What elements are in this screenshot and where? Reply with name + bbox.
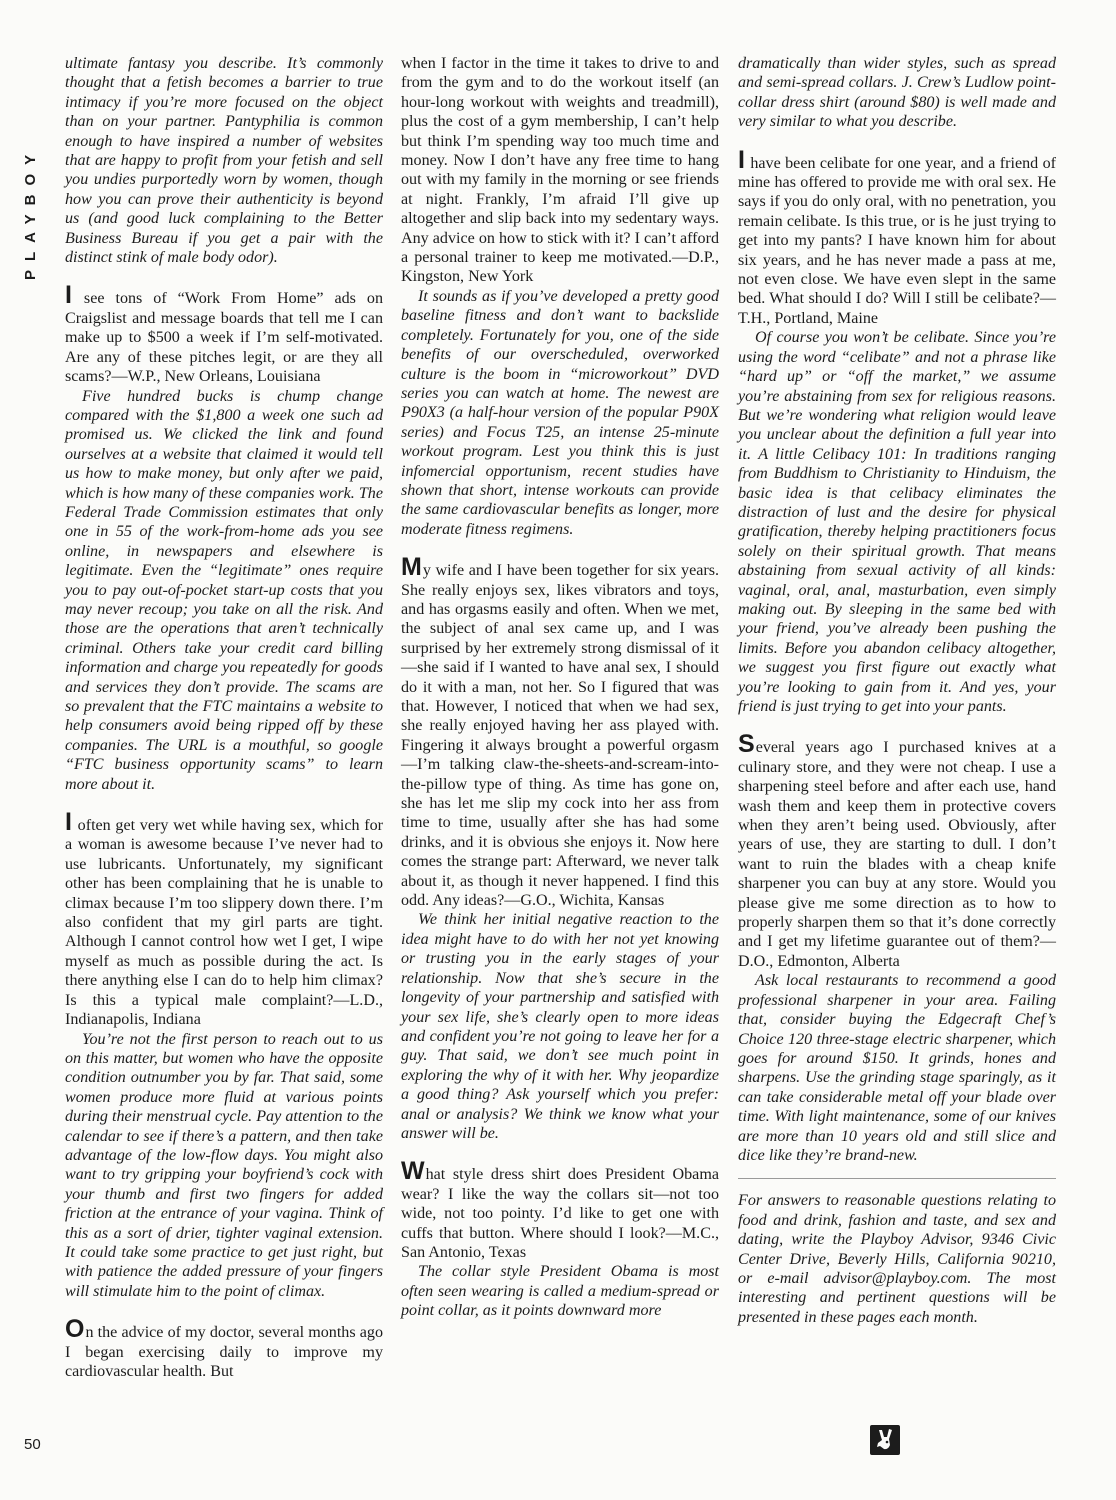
drop-cap: M bbox=[401, 553, 422, 582]
drop-cap: I bbox=[65, 808, 72, 837]
column-2 bbox=[401, 54, 719, 1321]
column-3 bbox=[738, 54, 1056, 1327]
answer-text: We think her initial negative reaction to the idea might have to do with her not yet knowing or trusting you in the early stages of your relationship. Now that she’s secure in the longevity of your partnership and satisfied with your sex life, she’s clearly open to more ideas and confident you’re not going to leave her for a guy. That said, we don’t see much point in exploring the why of it with her. Why jeopardize a good thing? Ask yourself which you prefer: anal or analysis? We think we know what your answer will be. bbox=[401, 911, 719, 1142]
question bbox=[65, 808, 383, 1029]
column-1 bbox=[65, 54, 383, 1381]
question-text: often get very wet while having sex, which for a woman is awesome because I’ve never had to use lubricants. Unfortunately, my significant other has been complaining that he is unable to climax because I’m too slippery down there. I’m also confident that my girl parts are tight. Although I cannot control how wet I get, I wipe myself as much as possible during the act. Is there anything else I can do to help him climax? Is this a typical male complaint?—L.D., Indianapolis, Indiana bbox=[65, 817, 383, 1029]
rabbit-head-logo-icon-shape bbox=[870, 1425, 900, 1455]
question bbox=[738, 145, 1056, 329]
question-text: y wife and I have been together for six years. She really enjoys sex, likes vibrators and toys, and has orgasms easily and often. When we met, the subject of anal sex came up, and I was surprised by her extremely strong dismissal of it—she said if I wanted to have anal sex, I should do it with a man, not her. So I figured that was that. However, I noticed that when we had sex, she really enjoyed having her ass played with. Fingering it always brought a powerful orgasm—I’m talking claw-the-sheets-and-scream-into-the-pillow type of thing. As time has gone on, she has let me slip my cock into her ass from time to time, usually after she has had some drinks, and it is obvious she enjoys it. Now here comes the strange part: Afterward, we never talk about it, as though it never happened. I find this odd. Any ideas?—G.O., Wichita, Kansas bbox=[401, 562, 719, 910]
answer-text: You’re not the first person to reach out to us on this matter, but women who have the opposite condition outnumber you by far. That said, some women produce more fluid at various points during their menstrual cycle. Pay attention to the calendar to see if there’s a pattern, and then take advantage of the low-flow days. You might also want to try gripping your boyfriend’s cock with your thumb and first two fingers for added friction at the entrance of your vagina. Think of this as a sort of drier, tighter vaginal extension. It could take some practice to get just right, but with patience the added pressure of your fingers will stimulate him to the point of climax. bbox=[65, 1030, 383, 1300]
answer-text: ultimate fantasy you describe. It’s commonly thought that a fetish becomes a barrier to true intimacy if you’re more focused on the object than on your partner. Pantyphilia is common enough to have inspired a number of websites that are happy to profit from your fetish and sell you undies purportedly worn by women, though how you can prove their authenticity is beyond us (and good luck complaining to the Better Business Bureau if you get a pair with the distinct stink of male body odor). bbox=[65, 55, 383, 267]
question bbox=[65, 1315, 383, 1381]
question-text: have been celibate for one year, and a friend of mine has offered to provide me with oral sex. He says if you do only oral, with no penetration, you remain celibate. Is this true, or is he just trying to get into my pants? I have known him for about six years, and he has never made a pass at me, not even close. We have even slept in the same bed. What should I do? Will I still be celibate?—T.H., Portland, Maine bbox=[738, 154, 1056, 327]
drop-cap: S bbox=[738, 730, 755, 759]
rabbit-head-logo-icon bbox=[870, 1425, 900, 1455]
question bbox=[738, 730, 1056, 971]
question-text: hat style dress shirt does President Obama wear? I like the way the collars sit—not too wide, not too pointy. I’d like to get one with cuffs that button. Where should I look?—M.C., San Antonio, Texas bbox=[401, 1166, 719, 1261]
drop-cap: I bbox=[65, 281, 72, 310]
spine-title-text: PLAYBOY bbox=[22, 145, 39, 280]
answer-text: The collar style President Obama is most often seen wearing is called a medium-spread or point collar, as it points downward more bbox=[401, 1263, 719, 1320]
drop-cap: W bbox=[401, 1157, 425, 1186]
answer-text: dramatically than wider styles, such as spread and semi-spread collars. J. Crew’s Ludlow point-collar dress shirt (around $80) is well made and very similar to what you describe. bbox=[738, 55, 1056, 131]
question bbox=[65, 281, 383, 386]
question bbox=[401, 553, 719, 910]
spine-title bbox=[22, 48, 44, 278]
footer-note: For answers to reasonable questions relating to food and drink, fashion and taste, and sex and dating, write the Playboy Advisor, 9346 Civic Center Drive, Beverly Hills, California 90210, or e-mail advisor@playboy.com. The most interesting and pertinent questions will be presented in these pages each month. bbox=[738, 1192, 1056, 1326]
page-number: 50 bbox=[24, 1436, 41, 1453]
question bbox=[401, 1157, 719, 1262]
answer-text: Five hundred bucks is chump change compared with the $1,800 a week one such ad promised us. We clicked the link and found ourselves at a website that claimed it would tell us how to make money, but only after we paid, which is how many of these companies work. The Federal Trade Commission estimates that only one in 55 of the work-from-home ads you see online, in newspapers and elsewhere is legitimate. Even the “legitimate” ones require you to pay out-of-pocket start-up costs that you may never recoup; you take on all the risk. And those are the operations that aren’t technically criminal. Others take your credit card billing information and charge you repeatedly for goods and services they don’t provide. The scams are so prevalent that the FTC maintains a website to help consumers avoid being ripped off by these companies. The URL is a mouthful, so google “FTC business opportunity scams” to learn more about it. bbox=[65, 387, 383, 793]
divider bbox=[738, 1178, 1056, 1179]
answer-text: Of course you won’t be celibate. Since you’re using the word “celibate” and not a phrase like “hard up” or “off the market,” we assume you’re abstaining from sex for religious reasons. But we’re wondering what religion would leave you unclear about the definition a full year into it. A little Celibacy 101: In traditions ranging from Buddhism to Christianity to Hinduism, the basic idea is that celibacy eliminates the distraction of lust and the desire for physical gratification, thereby helping practitioners focus solely on their spiritual growth. That means abstaining from sexual activity of all kinds: vaginal, oral, anal, masturbation, even simply making out. By sleeping in the same bed with your friend, you’ve already been pushing the limits. Before you abandon celibacy altogether, we suggest you first figure out exactly what you’re looking to gain from it. And yes, your friend is just trying to get into your pants. bbox=[738, 329, 1056, 715]
drop-cap: O bbox=[65, 1315, 85, 1344]
question-text: when I factor in the time it takes to drive to and from the gym and to do the workout itself (an hour-long workout with weights and treadmill), plus the cost of a gym membership, I can’t help but think I’m spending way too much time and money. Now I don’t have any free time to hang out with my family in the morning or see friends at night. Frankly, I’m afraid I’ll give up altogether and slip back into my sedentary ways. Any advice on how to stick with it? I can’t afford a personal trainer to keep me motivated.—D.P., Kingston, New York bbox=[401, 55, 719, 286]
question-text: everal years ago I purchased knives at a culinary store, and they were not cheap. I use a sharpening steel before and after each use, hand wash them and keep them in protective covers when they aren’t being used. Obviously, after years of use, they are starting to dull. I don’t want to ruin the blades with a cheap knife sharpener you can buy at any store. Would you please give me some direction as to how to properly sharpen them so that it’s done correctly and I get my lifetime guarantee out of them?—D.O., Edmonton, Alberta bbox=[738, 739, 1056, 970]
question-text: n the advice of my doctor, several months ago I began exercising daily to improve my cardiovascular health. But bbox=[65, 1324, 383, 1380]
answer-text: Ask local restaurants to recommend a good professional sharpener in your area. Failing that, consider buying the Edgecraft Chef’s Choice 120 three-stage electric sharpener, which goes for around $150. It grinds, hones and sharpens. Use the grinding stage sparingly, as it can take considerable metal off your blade over time. With light maintenance, some of our knives are more than 10 years old and still slice and dice like they’re brand-new. bbox=[738, 972, 1056, 1164]
drop-cap: I bbox=[738, 145, 745, 174]
answer-text: It sounds as if you’ve developed a pretty good baseline fitness and don’t want to backslide completely. Fortunately for you, one of the side benefits of our overscheduled, overworked culture is the boom in “microworkout” DVD series you can watch at home. The newest are P90X3 (a half-hour version of the popular P90X series) and Focus T25, an intense 25-minute workout program. Lest you think this is just infomercial opportunism, recent studies have shown that short, intense workouts can provide the same cardiovascular benefits as longer, more moderate fitness regimens. bbox=[401, 287, 719, 538]
question-text: see tons of “Work From Home” ads on Craigslist and message boards that tell me I can make up to $500 a week if I’m self-motivated. Are any of these pitches legit, or are they all scams?—W.P., New Orleans, Louisiana bbox=[65, 290, 383, 386]
